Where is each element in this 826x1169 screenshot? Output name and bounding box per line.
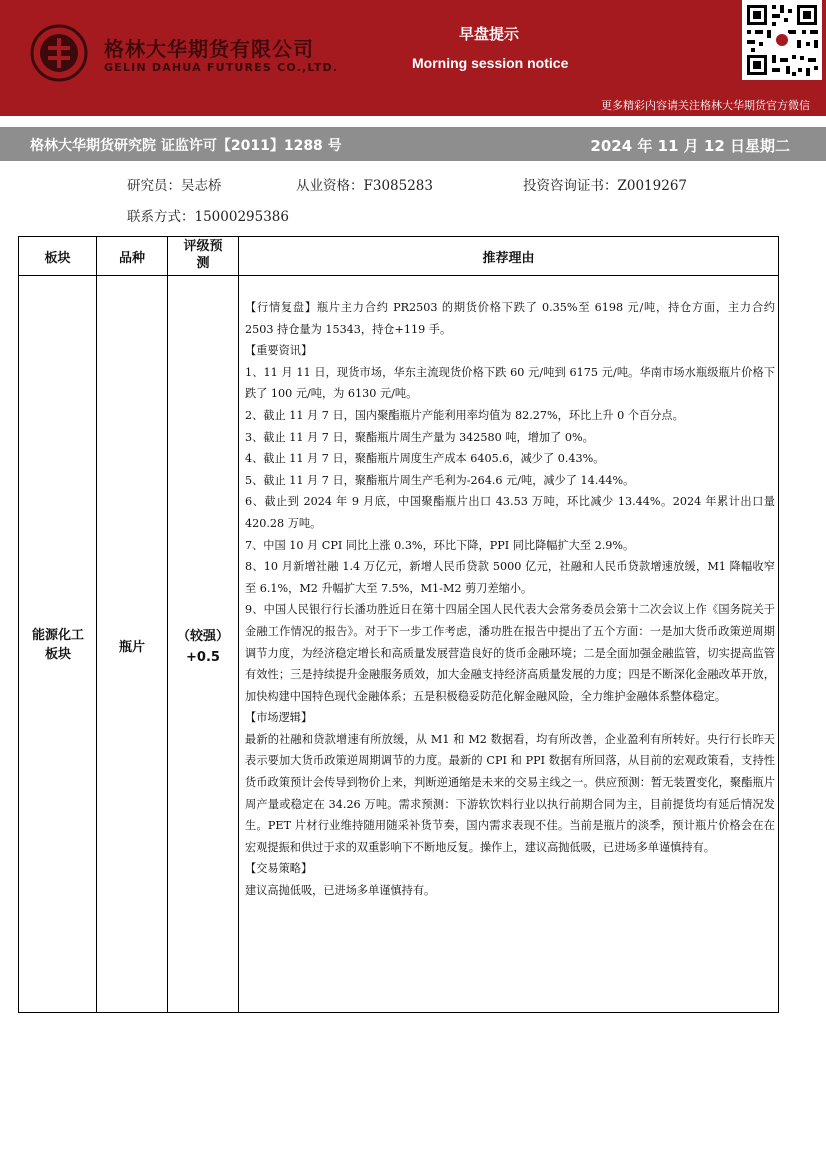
institute-license: 格林大华期货研究院 证监许可【2011】1288 号 bbox=[30, 138, 342, 154]
researcher-qualification: 从业资格：F3085283 bbox=[296, 178, 433, 194]
reason-paragraph: 建议高抛低吸，已进场多单谨慎持有。 bbox=[245, 884, 436, 898]
reason-paragraph: 3、截止 11 月 7 日，聚酯瓶片周生产量为 342580 吨，增加了 0%。 bbox=[245, 430, 594, 444]
researcher-contact: 联系方式：15000295386 bbox=[127, 209, 289, 225]
cell-variety: 瓶片 bbox=[118, 640, 145, 655]
company-name-en: GELIN DAHUA FUTURES CO.,LTD. bbox=[104, 61, 339, 74]
researcher-certificate: 投资咨询证书：Z0019267 bbox=[523, 178, 688, 194]
cell-sector: 能源化工板块 bbox=[31, 628, 84, 662]
header-reason: 推荐理由 bbox=[482, 251, 535, 266]
header-variety: 品种 bbox=[118, 251, 145, 266]
wechat-qr-code-icon bbox=[742, 0, 822, 80]
header-rating: 评级预测 bbox=[183, 239, 223, 271]
recommendation-reason bbox=[245, 297, 775, 902]
reason-paragraph: 6、截止到 2024 年 9 月底，中国聚酯瓶片出口 43.53 万吨，环比减少 13.44%。2024 年累计出口量 420.28 万吨。 bbox=[245, 495, 775, 530]
reason-paragraph: 【市场逻辑】 bbox=[245, 711, 313, 725]
reason-paragraph: 最新的社融和贷款增速有所放缓，从 M1 和 M2 数据看，均有所改善，企业盈利有所转好。央行行长昨天表示要加大货币政策逆周期调节的力度。最新的 CPI 和 PPI 数据有所回落，从目前的宏观政策看，支持性货币政策预计会传导到物价上来，判断逆通缩是未来的交易主线之一。供应预测：暂无装置变化，聚酯瓶片周产量或稳定在 34.26 万吨。需求预测：下游软饮料行业以执行前期合同为主，目前提货均有延后情况发生。PET 片材行业维持随用随采补货节奏，国内需求表现不佳。当前是瓶片的淡季，预计瓶片价格会在在宏观提振和供过于求的双重影响下不断地反复。操作上，建议高抛低吸，已进场多单谨慎持有。 bbox=[245, 732, 775, 854]
reason-paragraph: 9、中国人民银行行长潘功胜近日在第十四届全国人民代表大会常务委员会第十二次会议上作《国务院关于金融工作情况的报告》。对于下一步工作考虑，潘功胜在报告中提出了五个方面：一是加大货币政策逆周期调节力度，为经济稳定增长和高质量发展营造良好的货币金融环境；二是全面加强金融监管，切实提高监管有效性；三是持续提升金融服务质效，加大金融支持经济高质量发展的力度；四是不断深化金融改革开放，加快构建中国特色现代金融体系；五是积极稳妥防范化解金融风险，全力维护金融体系整体稳定。 bbox=[245, 603, 775, 703]
reason-paragraph: 【行情复盘】瓶片主力合约 PR2503 的期货价格下跌了 0.35%至 6198 元/吨，持仓方面，主力合约 2503 持仓量为 15343，持仓+119 手。 bbox=[245, 301, 775, 336]
report-date: 2024 年 11 月 12 日星期二 bbox=[590, 137, 790, 155]
reason-paragraph: 4、截止 11 月 7 日，聚酯瓶片周度生产成本 6405.6，减少了 0.43%。 bbox=[245, 452, 605, 466]
institute-bar bbox=[0, 127, 826, 161]
wechat-promo-text: 更多精彩内容请关注格林大华期货官方微信 bbox=[601, 99, 810, 112]
header-band bbox=[0, 0, 826, 116]
company-name-cn: 格林大华期货有限公司 bbox=[104, 37, 314, 61]
notice-title-cn: 早盘提示 bbox=[459, 25, 520, 43]
reason-paragraph: 2、截止 11 月 7 日，国内聚酯瓶片产能利用率均值为 82.27%，环比上升 0 个百分点。 bbox=[245, 408, 684, 422]
reason-paragraph: 5、截止 11 月 7 日，聚酯瓶片周生产毛利为-264.6 元/吨，减少了 14.44%。 bbox=[245, 473, 635, 487]
reason-paragraph: 【交易策略】 bbox=[245, 862, 313, 876]
reason-paragraph: 1、11 月 11 日，现货市场，华东主流现货价格下跌 60 元/吨到 6175 元/吨。华南市场水瓶级瓶片价格下跌了 100 元/吨，为 6130 元/吨。 bbox=[245, 365, 775, 401]
header-sector: 板块 bbox=[44, 251, 71, 266]
reason-paragraph: 【重要资讯】 bbox=[245, 344, 313, 358]
reason-paragraph: 8、10 月新增社融 1.4 万亿元，新增人民币贷款 5000 亿元，社融和人民币贷款增速放缓，M1 降幅收窄至 6.1%，M2 升幅扩大至 7.5%，M1-M2 剪刀差缩小。 bbox=[245, 560, 775, 595]
reason-paragraph: 7、中国 10 月 CPI 同比上涨 0.3%，环比下降，PPI 同比降幅扩大至 2.9%。 bbox=[245, 538, 635, 552]
cell-rating: （较强）+0.5 bbox=[176, 629, 229, 665]
notice-title-en: Morning session notice bbox=[412, 55, 569, 71]
company-logo bbox=[30, 24, 88, 82]
wechat-promo-bar bbox=[0, 88, 826, 116]
researcher-name: 研究员：吴志桥 bbox=[127, 178, 222, 194]
